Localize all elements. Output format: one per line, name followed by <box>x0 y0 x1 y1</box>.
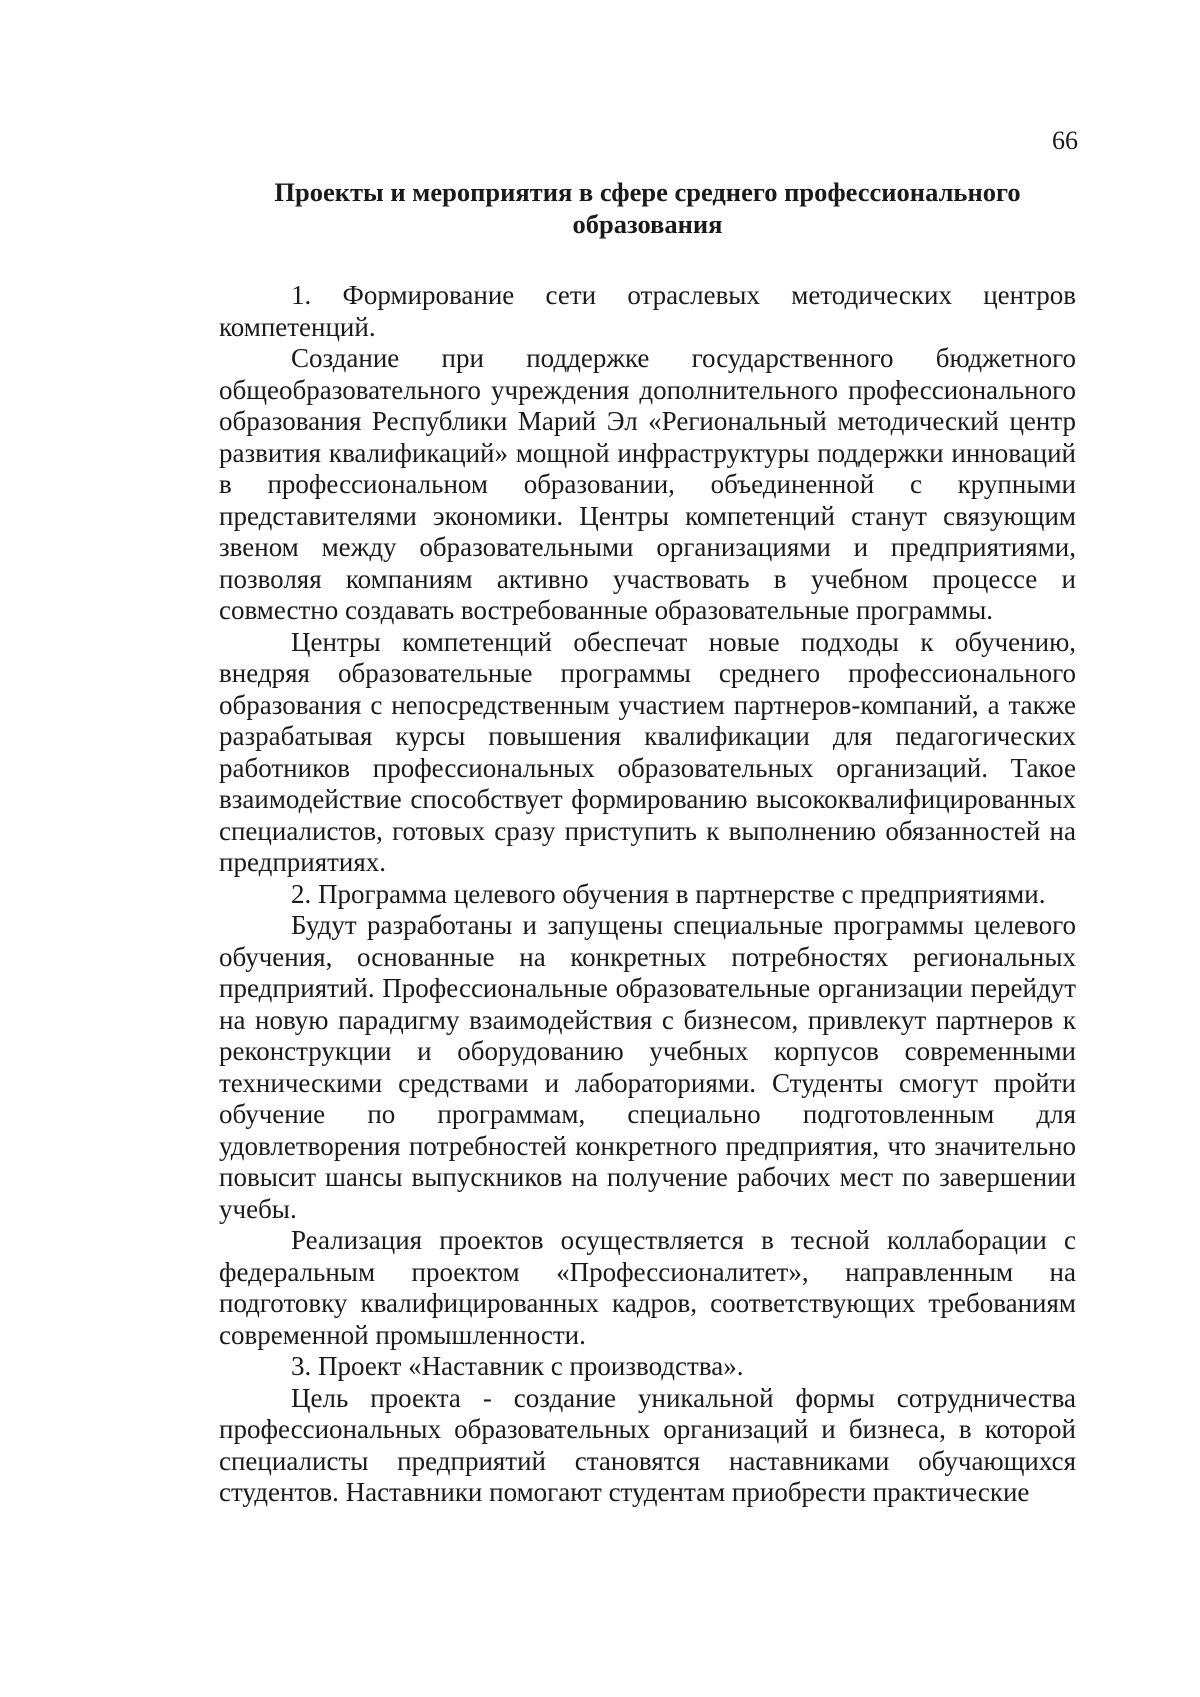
body-paragraph: Центры компетенций обеспечат новые подходы к обучению, внедряя образовательные программы среднего профессионального образования с непосредственным участием партнеров-компаний, а также разрабатывая курсы повышения квалификации для педагогических работников профессиональных образовательных организаций. Такое взаимодействие способствует формированию высококвалифицированных специалистов, готовых сразу приступить к выполнению обязанностей на предприятиях. <box>219 626 1076 877</box>
document-body <box>219 176 1076 1509</box>
list-item-heading: 3. Проект «Наставник с производства». <box>291 1351 744 1381</box>
page-number: 66 <box>1052 126 1078 155</box>
body-paragraph: Создание при поддержке государственного бюджетного общеобразовательного учреждения дополнительного профессионального образования Республики Марий Эл «Региональный методический центр развития квалификаций» мощной инфраструктуры поддержки инноваций в профессиональном образовании, объединенной с крупными представителями экономики. Центры компетенций станут связующим звеном между образовательными организациями и предприятиями, позволяя компаниям активно участвовать в учебном процессе и совместно создавать востребованные образовательные программы. <box>219 343 1076 625</box>
body-paragraph: Цель проекта - создание уникальной формы сотрудничества профессиональных образовательных организаций и бизнеса, в которой специалисты предприятий становятся наставниками обучающихся студентов. Наставники помогают студентам приобрести практические <box>219 1382 1076 1507</box>
list-item-heading: 2. Программа целевого обучения в партнерстве с предприятиями. <box>291 878 1046 909</box>
section-title: Проекты и мероприятия в сфере среднего профессионального образования <box>274 177 1021 239</box>
body-paragraph: Будут разработаны и запущены специальные программы целевого обучения, основанные на конкретных потребностях региональных предприятий. Профессиональные образовательные организации перейдут на новую парадигму взаимодействия с бизнесом, привлекут партнеров к реконструкции и оборудованию учебных корпусов современными техническими средствами и лабораториями. Студенты смогут пройти обучение по программам, специально подготовленным для удовлетворения потребностей конкретного предприятия, что значительно повысит шансы выпускников на получение рабочих мест по завершении учебы. <box>219 910 1076 1224</box>
body-paragraph: Реализация проектов осуществляется в тесной коллаборации с федеральным проектом «Профессионалитет», направленным на подготовку квалифицированных кадров, соответствующих требованиям современной промышленности. <box>219 1225 1076 1350</box>
list-item-heading: 1. Формирование сети отраслевых методических центров компетенций. <box>219 280 1076 342</box>
